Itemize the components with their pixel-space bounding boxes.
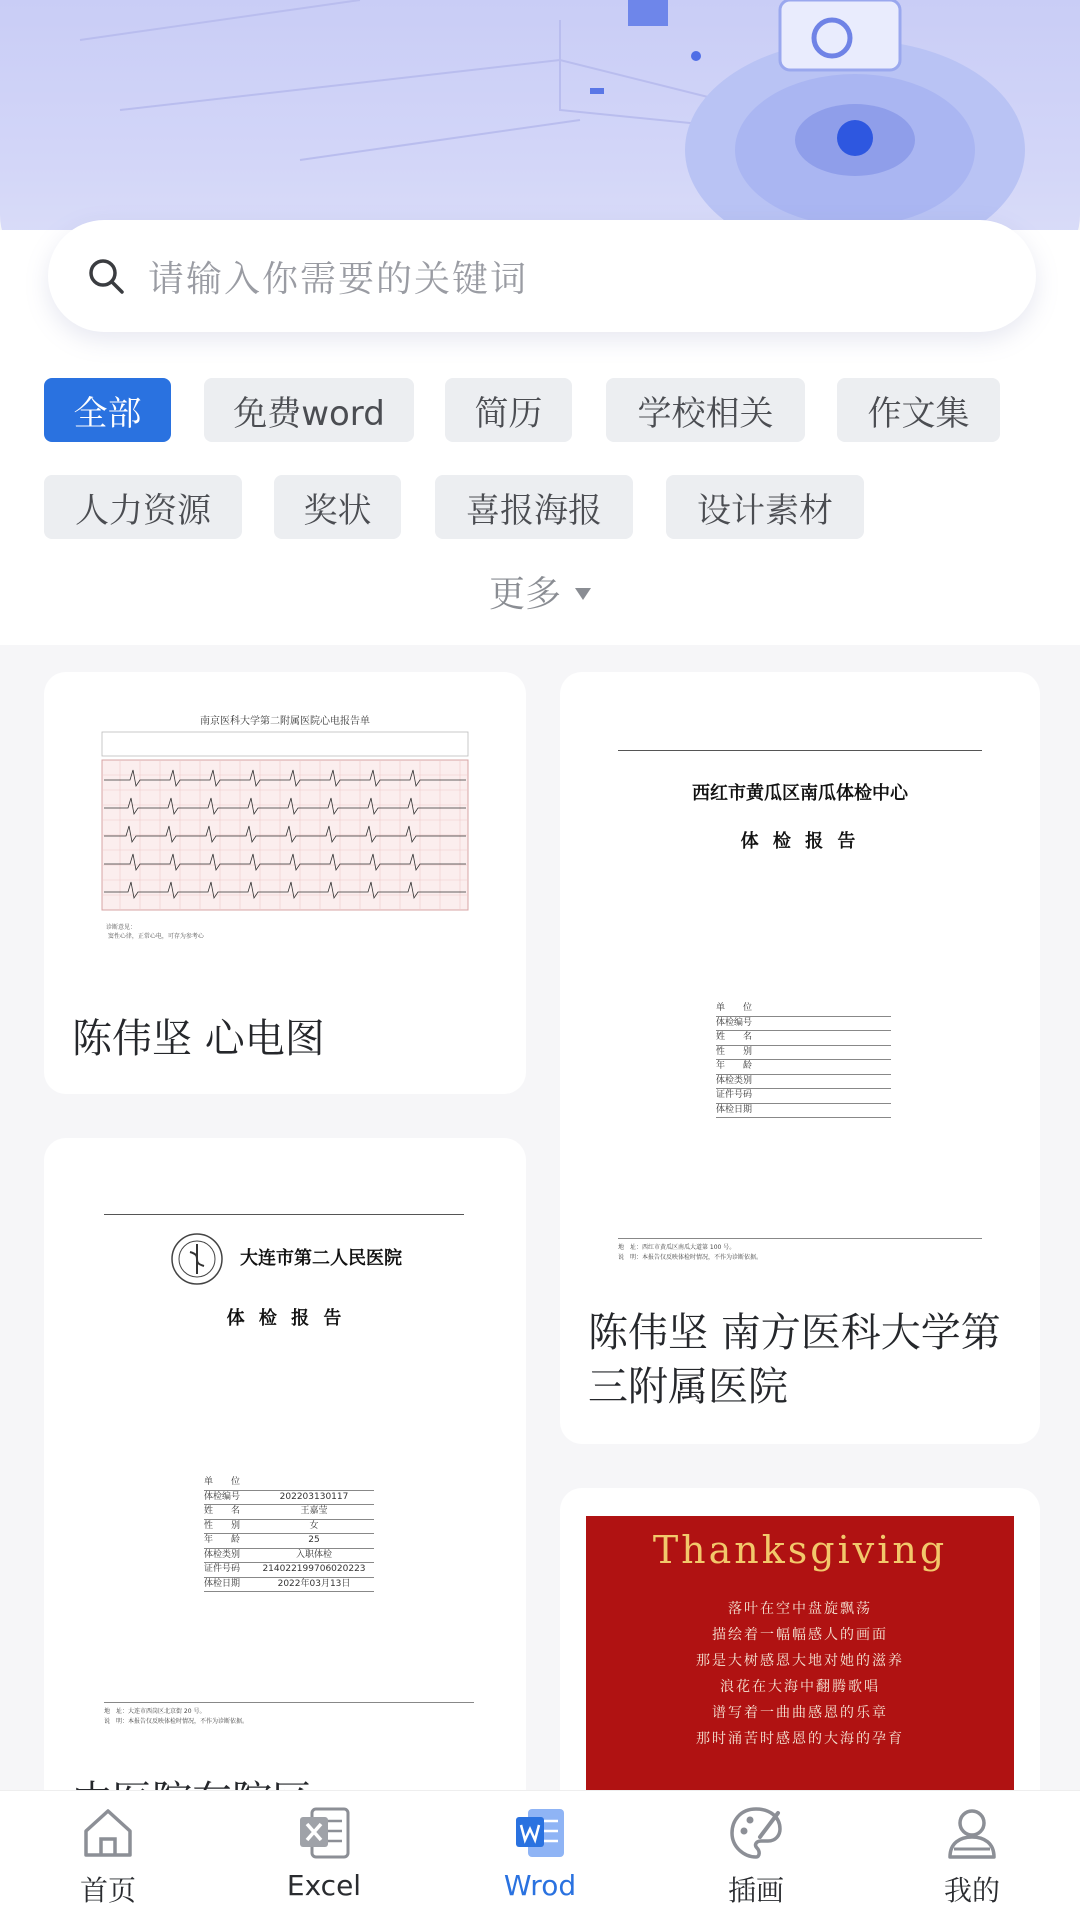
nav-profile[interactable] — [864, 1791, 1080, 1920]
user-icon — [942, 1803, 1002, 1863]
nav-illustration[interactable] — [648, 1791, 864, 1920]
nav-label: Excel — [286, 1869, 362, 1902]
doc-rule — [104, 1702, 474, 1703]
doc-fields — [204, 1476, 374, 1592]
doc-field-value — [254, 1476, 374, 1490]
card-title: 陈伟坚 心电图 — [72, 1016, 325, 1062]
doc-field-label: 性 别 — [204, 1520, 241, 1531]
doc-field-row — [204, 1505, 374, 1520]
doc-field-label: 体检编号 — [204, 1491, 241, 1502]
chip-school[interactable]: 学校相关 — [606, 378, 805, 442]
doc-field-label: 单 位 — [204, 1477, 241, 1487]
doc-rule — [618, 750, 982, 751]
nav-label: 插画 — [727, 1874, 784, 1907]
doc-subheading: 体 检 报 告 — [226, 1308, 346, 1329]
triangle-down-icon — [575, 588, 591, 600]
nav-label: 首页 — [79, 1874, 136, 1907]
doc-field-label: 证件号码 — [204, 1564, 241, 1574]
doc-field: 年 龄 — [716, 1060, 891, 1075]
palette-icon — [726, 1803, 786, 1863]
doc-field: 姓 名 — [716, 1031, 891, 1046]
nav-label: 我的 — [943, 1874, 1000, 1907]
poster-preview — [586, 1516, 1014, 1816]
document-preview — [618, 750, 982, 1270]
doc-field-label: 年 龄 — [204, 1535, 241, 1545]
doc-field-value: 王嘉莹 — [300, 1506, 328, 1516]
nav-word[interactable] — [432, 1791, 648, 1920]
chip-essay[interactable]: 作文集 — [837, 378, 1000, 442]
doc-field: 体检编号 — [716, 1017, 891, 1032]
more-toggle[interactable] — [0, 566, 1080, 617]
card-title: 陈伟坚 南方医科大学第三附属医院 — [588, 1310, 1001, 1410]
doc-field: 体检日期 — [716, 1104, 891, 1119]
chip-free-word[interactable]: 免费word — [204, 378, 414, 442]
template-card[interactable] — [44, 1138, 526, 1838]
doc-field-value: 2022年03月13日 — [277, 1578, 351, 1589]
poster-line: 浪花在大海中翻腾歌唱 — [720, 1679, 880, 1695]
nav-excel[interactable] — [216, 1791, 432, 1920]
template-card[interactable] — [44, 672, 526, 1094]
doc-rule — [618, 1238, 982, 1239]
doc-field-row — [204, 1578, 374, 1593]
document-preview — [100, 712, 470, 940]
nav-label: Wrod — [503, 1869, 577, 1902]
doc-field-value: 202203130117 — [279, 1491, 349, 1502]
template-card[interactable] — [560, 672, 1040, 1444]
more-label: 更多 — [488, 574, 561, 615]
bottom-nav — [0, 1790, 1080, 1920]
document-preview — [104, 1214, 468, 1734]
doc-footnote: 说 明：本报告仅反映体检时情况，不作为诊断依据。 — [618, 1254, 763, 1261]
chip-hr[interactable]: 人力资源 — [44, 475, 242, 539]
poster-line: 谱写着一曲曲感恩的乐章 — [712, 1705, 888, 1721]
poster-line: 落叶在空中盘旋飘荡 — [728, 1601, 872, 1617]
doc-field-label: 体检类别 — [204, 1549, 241, 1560]
doc-field-row — [204, 1476, 374, 1491]
doc-field-row — [204, 1534, 374, 1549]
chip-all[interactable]: 全部 — [44, 378, 171, 442]
doc-rule — [104, 1214, 464, 1215]
doc-field-row — [204, 1563, 374, 1578]
excel-icon — [294, 1803, 354, 1863]
doc-footnote: 诊断意见： 窦性心律，正常心电，可存为参考心 — [106, 924, 204, 940]
template-card[interactable] — [560, 1488, 1040, 1828]
word-icon — [510, 1803, 570, 1863]
poster-line: 那是大树感恩大地对她的滋养 — [696, 1653, 904, 1669]
doc-field-value: 女 — [309, 1520, 319, 1531]
doc-field-value: 214022199706020223 — [262, 1564, 366, 1574]
doc-field: 性 别 — [716, 1046, 891, 1061]
doc-field-row — [204, 1520, 374, 1535]
doc-fields — [716, 1002, 891, 1118]
search-bar[interactable] — [48, 220, 1036, 332]
doc-field: 体检类别 — [716, 1075, 891, 1090]
doc-field-row — [204, 1491, 374, 1506]
doc-footnote: 地 址：西红市黄瓜区南瓜大道第 100 号。 — [618, 1244, 736, 1251]
doc-field-label: 姓 名 — [204, 1506, 241, 1516]
search-icon — [86, 256, 126, 296]
search-input[interactable]: 请输入你需要的关键词 — [148, 258, 529, 300]
doc-field-row — [204, 1549, 374, 1564]
doc-field: 证件号码 — [716, 1089, 891, 1104]
poster-title: Thanksgiving — [652, 1528, 948, 1572]
doc-heading: 西红市黄瓜区南瓜体检中心 — [692, 783, 908, 804]
chip-resume[interactable]: 简历 — [445, 378, 572, 442]
doc-field: 单 位 — [716, 1002, 891, 1017]
doc-heading: 南京医科大学第二附属医院心电报告单 — [200, 716, 370, 727]
poster-poem — [586, 1596, 1014, 1752]
poster-line: 描绘着一幅幅感人的画面 — [712, 1627, 888, 1643]
chip-certificate[interactable]: 奖状 — [274, 475, 401, 539]
doc-field-label: 体检日期 — [204, 1578, 241, 1589]
chip-poster[interactable]: 喜报海报 — [435, 475, 633, 539]
doc-footnote: 地 址：大连市西岗区北京街 20 号。 — [104, 1708, 206, 1715]
doc-field-value: 25 — [308, 1535, 320, 1545]
poster-line: 那时涌苦时感恩的大海的孕育 — [696, 1731, 904, 1747]
doc-heading: 大连市第二人民医院 — [240, 1248, 402, 1269]
chip-design[interactable]: 设计素材 — [666, 475, 864, 539]
doc-subheading: 体 检 报 告 — [740, 831, 860, 852]
home-icon — [78, 1803, 138, 1863]
ecg-chart — [100, 730, 470, 920]
doc-field-value: 入职体检 — [295, 1549, 332, 1560]
nav-home[interactable] — [0, 1791, 216, 1920]
doc-footnote: 说 明：本报告仅反映体检时情况，不作为诊断依据。 — [104, 1718, 249, 1725]
